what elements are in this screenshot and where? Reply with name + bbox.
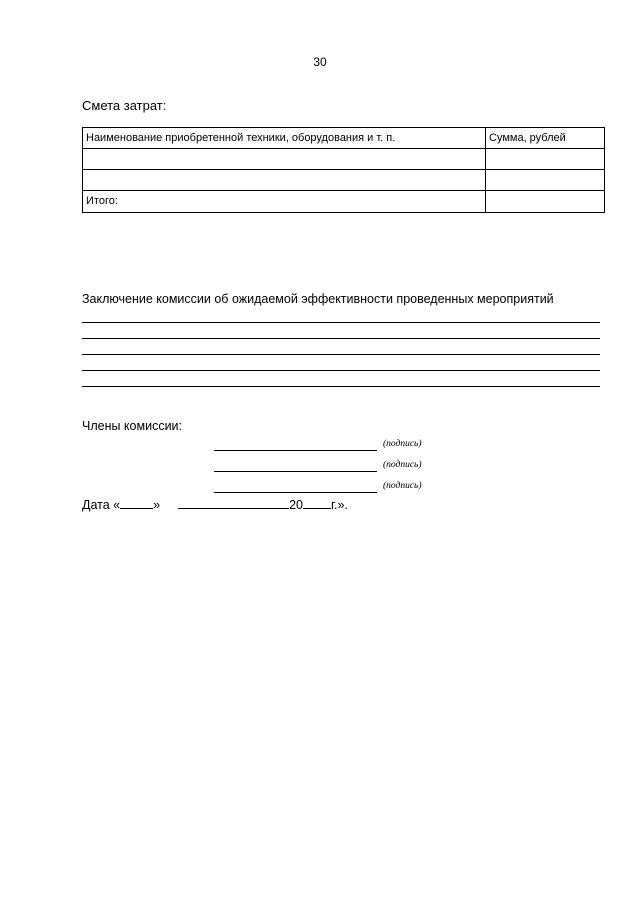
- date-year-blank[interactable]: [303, 497, 331, 509]
- cost-estimate-heading: Смета затрат:: [82, 98, 167, 113]
- conclusion-blank-line[interactable]: [82, 322, 600, 323]
- signature-line[interactable]: [214, 471, 377, 472]
- date-day-blank[interactable]: [120, 497, 153, 509]
- date-year-suffix: г.».: [330, 498, 348, 512]
- table-row-divider: [83, 169, 604, 170]
- table-row-divider: [83, 148, 604, 149]
- cost-estimate-table: [82, 127, 605, 213]
- date-row: [82, 497, 348, 512]
- date-label: Дата «: [82, 498, 121, 512]
- conclusion-blank-line[interactable]: [82, 338, 600, 339]
- signature-line[interactable]: [214, 450, 377, 451]
- table-header-amount: Сумма, рублей: [489, 132, 566, 144]
- date-month-blank[interactable]: [178, 497, 289, 509]
- date-year-prefix: 20: [289, 498, 303, 512]
- table-row-divider: [83, 190, 604, 191]
- conclusion-blank-line[interactable]: [82, 386, 600, 387]
- table-header-item-name: Наименование приобретенной техники, оборудования и т. п.: [86, 132, 396, 144]
- signature-caption: (подпись): [383, 460, 422, 470]
- page-number: 30: [313, 55, 327, 69]
- table-total-label: Итого:: [86, 195, 118, 207]
- members-heading: Члены комиссии:: [82, 419, 183, 433]
- signature-line[interactable]: [214, 492, 377, 493]
- table-column-divider: [485, 128, 486, 212]
- conclusion-heading: Заключение комиссии об ожидаемой эффективности проведенных мероприятий: [82, 292, 554, 306]
- conclusion-blank-line[interactable]: [82, 354, 600, 355]
- signature-caption: (подпись): [383, 439, 422, 449]
- date-quote-close: »: [153, 498, 161, 512]
- conclusion-blank-line[interactable]: [82, 370, 600, 371]
- signature-caption: (подпись): [383, 481, 422, 491]
